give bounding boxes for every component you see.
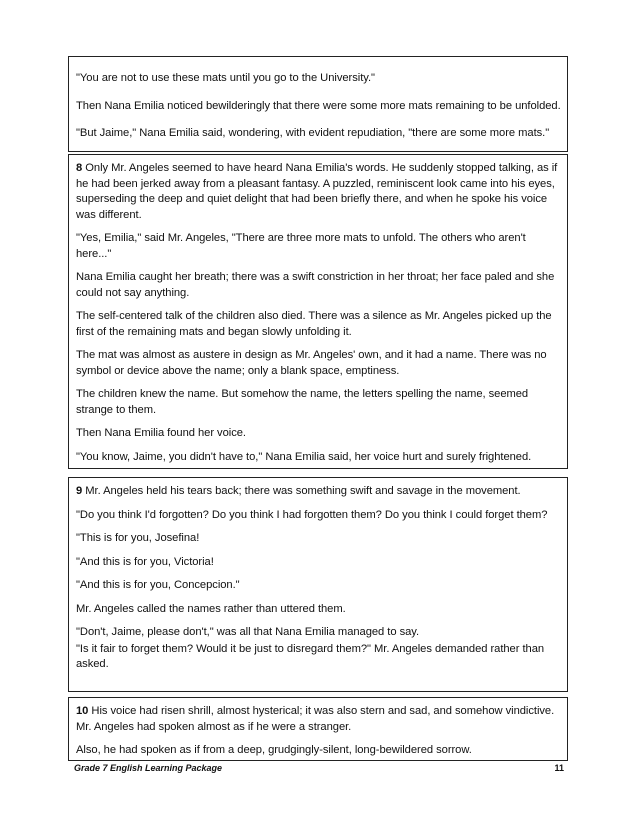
paragraph: Nana Emilia caught her breath; there was a swift constriction in her throat; her face paled and she could not say anything. (76, 271, 555, 299)
section-10-box (68, 697, 568, 761)
paragraph (76, 484, 561, 500)
paragraph: "You know, Jaime, you didn't have to," Nana Emilia said, her voice hurt and surely frightened. (76, 450, 532, 463)
footer-title: Grade 7 English Learning Package (74, 763, 223, 773)
paragraph: The children knew the name. But somehow the name, the letters spelling the name, seemed strange to them. (76, 388, 529, 416)
section-7-box (68, 56, 568, 152)
paragraph-text: Mr. Angeles held his tears back; there was something swift and savage in the movement. (85, 485, 521, 497)
paragraph: The mat was almost as austere in design as Mr. Angeles' own, and it had a name. There was no symbol or device above the name; only a blank space, emptiness. (76, 349, 547, 377)
paragraph: The self-centered talk of the children also died. There was a silence as Mr. Angeles picked up the first of the remaining mats and began slowly unfolding it. (76, 310, 552, 338)
section-number: 8 (76, 162, 83, 174)
section-number: 9 (76, 485, 83, 497)
page-footer (74, 763, 564, 777)
paragraph: "This is for you, Josefina! (76, 532, 200, 544)
paragraph: "Is it fair to forget them? Would it be just to disregard them?" Mr. Angeles demanded rather than asked. (76, 642, 545, 670)
section-9-box (68, 477, 568, 692)
paragraph-text: Only Mr. Angeles seemed to have heard Nana Emilia's words. He suddenly stopped talking, as if he had been jerked away from a pleasant fantasy. A puzzled, reminiscent look came into his eyes, superseding the deep and quiet delight that had been briefly there, and when he spoke his voice was different. (76, 162, 558, 221)
paragraph: Mr. Angeles called the names rather than uttered them. (76, 602, 346, 615)
paragraph: "You are not to use these mats until you go to the University." (76, 72, 375, 84)
paragraph-text: His voice had risen shrill, almost hysterical; it was also stern and sad, and somehow vindictive. Mr. Angeles had spoken almost as if he were a stranger. (76, 705, 555, 733)
paragraph (76, 704, 561, 735)
paragraph: "And this is for you, Concepcion." (76, 579, 240, 591)
section-8-box (68, 154, 568, 469)
paragraph: "And this is for you, Victoria! (76, 555, 214, 568)
paragraph: "Don't, Jaime, please don't," was all that Nana Emilia managed to say. (76, 626, 420, 638)
paragraph: Also, he had spoken as if from a deep, grudgingly-silent, long-bewildered sorrow. (76, 744, 472, 756)
paragraph: Then Nana Emilia found her voice. (76, 427, 246, 439)
paragraph (76, 161, 561, 223)
paragraph: "Do you think I'd forgotten? Do you think I had forgotten them? Do you think I could forget them? (76, 508, 548, 521)
paragraph: Then Nana Emilia noticed bewilderingly that there were some more mats remaining to be unfolded. (76, 99, 561, 112)
paragraph: "Yes, Emilia," said Mr. Angeles, "There are three more mats to unfold. The others who aren't here..." (76, 232, 526, 260)
section-number: 10 (76, 705, 89, 717)
paragraph: "But Jaime," Nana Emilia said, wondering, with evident repudiation, "there are some more mats." (76, 127, 550, 139)
page-number: 11 (554, 763, 564, 773)
